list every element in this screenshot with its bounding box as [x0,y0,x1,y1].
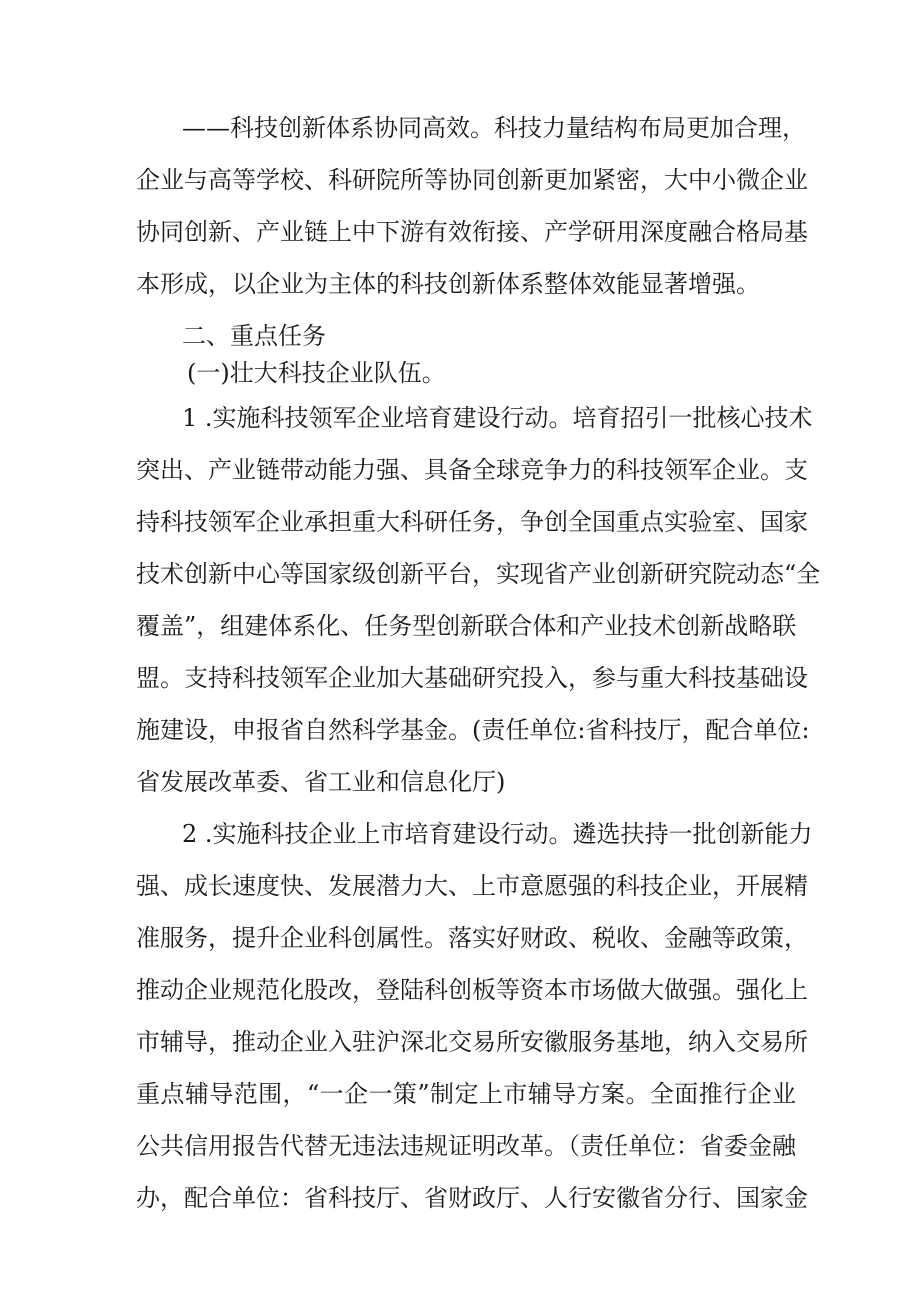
paragraph-line: ——科技创新体系协同高效。科技力量结构布局更加合理， [182,114,806,142]
paragraph-line: 覆盖”，组建体系化、任务型创新联合体和产业技术创新战略联 [136,612,797,640]
subsection-heading: (一)壮大科技企业队伍。 [187,359,446,387]
paragraph-line: 1 .实施科技领军企业培育建设行动。培育招引一批核心技术 [182,404,813,432]
paragraph-line: 盟。支持科技领军企业加大基础研究投入，参与重大科技基础设 [136,664,808,692]
paragraph-line: 协同创新、产业链上中下游有效衔接、产学研用深度融合格局基 [136,218,808,246]
paragraph-line: 施建设，申报省自然科学基金。(责任单位:省科技厅，配合单位: [136,716,810,744]
paragraph-line: 突出、产业链带动能力强、具备全球竞争力的科技领军企业。支 [136,456,808,484]
paragraph-line: 推动企业规范化股改，登陆科创板等资本市场做大做强。强化上 [136,976,808,1004]
section-heading: 二、重点任务 [182,322,326,350]
paragraph-line: 技术创新中心等国家级创新平台，实现省产业创新研究院动态“全 [136,560,821,588]
paragraph-line: 省发展改革委、省工业和信息化厅) [136,768,506,796]
paragraph-line: 公共信用报告代替无违法违规证明改革。（责任单位：省委金融 [136,1132,796,1160]
paragraph-line: 本形成，以企业为主体的科技创新体系整体效能显著增强。 [136,270,760,298]
paragraph-line: 强、成长速度快、发展潜力大、上市意愿强的科技企业，开展精 [136,872,808,900]
paragraph-line: 市辅导，推动企业入驻沪深北交易所安徽服务基地，纳入交易所 [136,1028,808,1056]
paragraph-line: 企业与高等学校、科研院所等协同创新更加紧密，大中小微企业 [136,166,808,194]
paragraph-line: 2 .实施科技企业上市培育建设行动。遴选扶持一批创新能力 [182,820,813,848]
paragraph-line: 办，配合单位：省科技厅、省财政厅、人行安徽省分行、国家金 [136,1184,808,1212]
paragraph-line: 准服务，提升企业科创属性。落实好财政、税收、金融等政策， [136,924,808,952]
paragraph-line: 持科技领军企业承担重大科研任务，争创全国重点实验室、国家 [136,508,808,536]
paragraph-line: 重点辅导范围，“一企一策”制定上市辅导方案。全面推行企业 [136,1080,796,1108]
